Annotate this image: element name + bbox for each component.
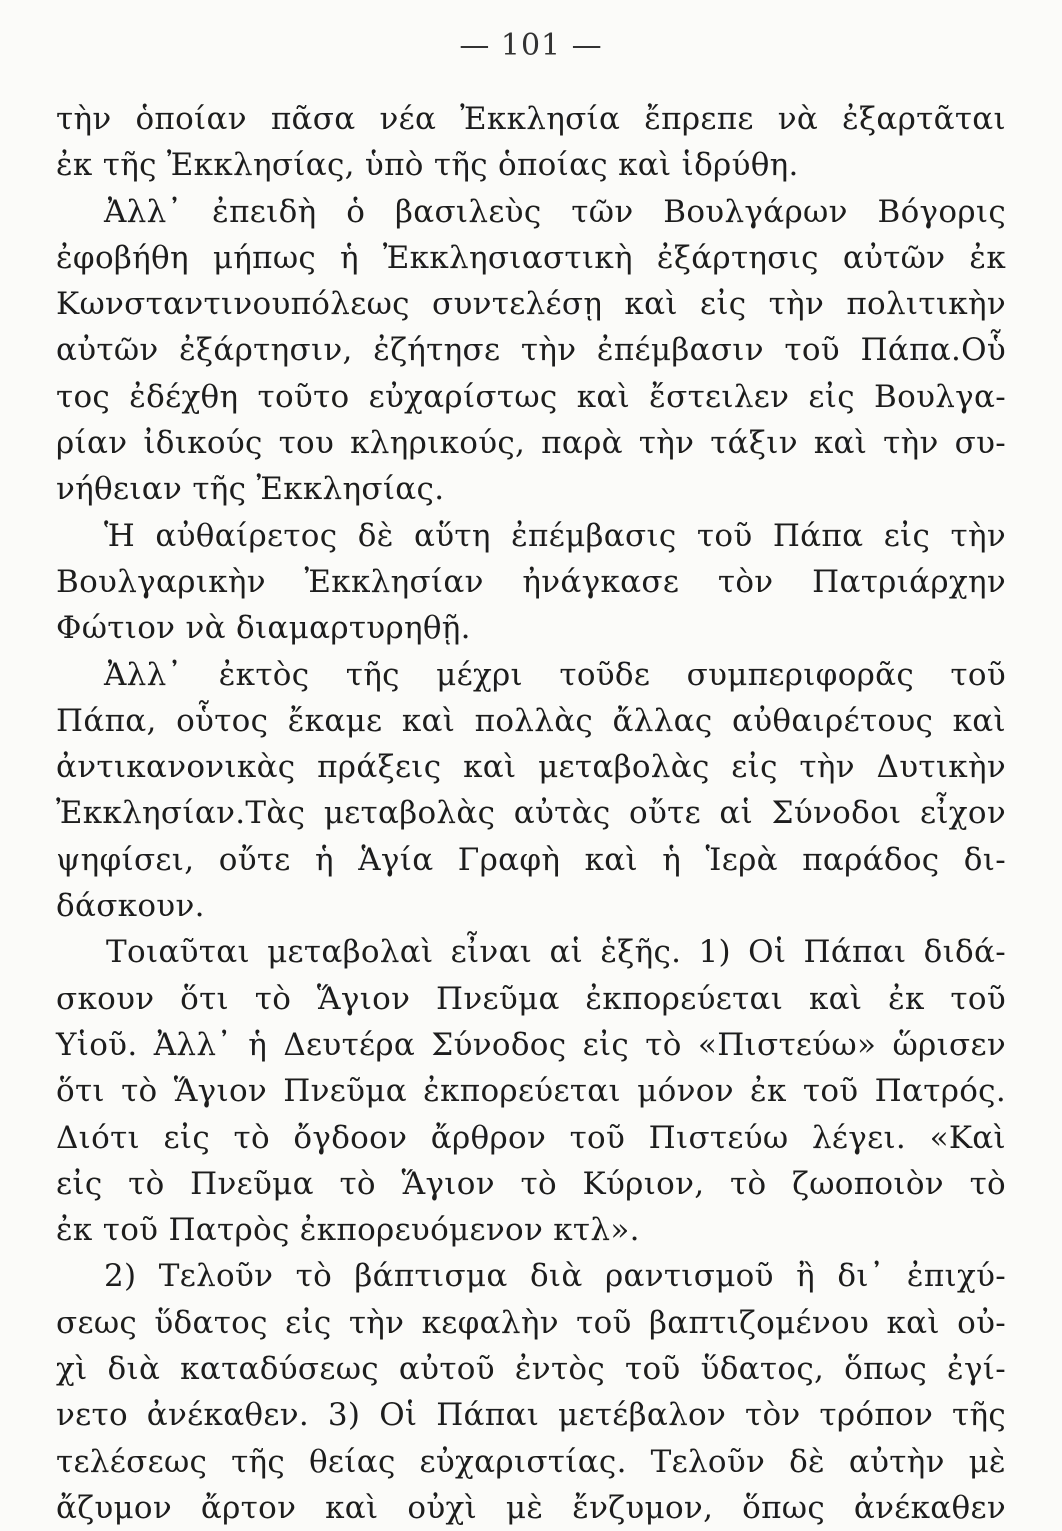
text-line: νήθειαν τῆς Ἐκκλησίας. (56, 471, 445, 508)
text-line: Ἐκκλησίαν.Τὰς μεταβολὰς αὐτὰς οὔτε αἱ Σύνοδοι εἶχον (56, 795, 1006, 832)
text-line: δάσκουν. (56, 888, 205, 925)
text-line: τὴν ὁποίαν πᾶσα νέα Ἐκκλησία ἔπρεπε νὰ ἐξαρτᾶται (56, 101, 1006, 137)
page-number: — 101 — (459, 28, 603, 63)
text-line: ἐφοβήθη μήπως ἡ Ἐκκλησιαστικὴ ἐξάρτησις αὐτῶν ἐκ (56, 239, 1006, 276)
text-line: Υἱοῦ. Ἀλλ᾽ ἡ Δευτέρα Σύνοδος εἰς τὸ «Πιστεύω» ὥρισεν (56, 1026, 1006, 1063)
text-line: ἄζυμον ἄρτον καὶ οὐχὶ μὲ ἔνζυμον, ὅπως ἀνέκαθεν (56, 1489, 1006, 1526)
text-line: τος ἐδέχθη τοῦτο εὐχαρίστως καὶ ἔστειλεν εἰς Βουλγα- (56, 378, 1006, 415)
text-line: ὅτι τὸ Ἅγιον Πνεῦμα ἐκπορεύεται μόνον ἐκ τοῦ Πατρός. (56, 1073, 1006, 1110)
text-line: 2) Τελοῦν τὸ βάπτισμα διὰ ραντισμοῦ ἢ δι᾽ ἐπιχύ- (104, 1258, 1006, 1295)
text-line: ἐκ τῆς Ἐκκλησίας, ὑπὸ τῆς ὁποίας καὶ ἱδρύθη. (56, 147, 799, 184)
text-line: Ἀλλ᾽ ἐκτὸς τῆς μέχρι τοῦδε συμπεριφορᾶς τοῦ (104, 656, 1006, 693)
text-line: αὐτῶν ἐξάρτησιν, ἐζήτησε τὴν ἐπέμβασιν τοῦ Πάπα.Οὗ (56, 332, 1006, 369)
text-line: σκουν ὅτι τὸ Ἅγιον Πνεῦμα ἐκπορεύεται καὶ ἐκ τοῦ (56, 980, 1006, 1017)
text-line: ρίαν ἰδικούς του κληρικούς, παρὰ τὴν τάξιν καὶ τὴν συ- (56, 425, 1006, 462)
text-line: σεως ὕδατος εἰς τὴν κεφαλὴν τοῦ βαπτιζομένου καὶ οὐ- (56, 1304, 1006, 1341)
text-line: Φώτιον νὰ διαμαρτυρηθῇ. (56, 610, 471, 647)
text-line: Κωνσταντινουπόλεως συντελέσῃ καὶ εἰς τὴν πολιτικὴν (56, 286, 1006, 323)
text-line: Ἡ αὐθαίρετος δὲ αὕτη ἐπέμβασις τοῦ Πάπα εἰς τὴν (104, 517, 1006, 554)
text-line: ψηφίσει, οὔτε ἡ Ἁγία Γραφὴ καὶ ἡ Ἱερὰ παράδος δι- (56, 841, 1006, 878)
text-line: νετο ἀνέκαθεν. 3) Οἱ Πάπαι μετέβαλον τὸν τρόπον τῆς (56, 1397, 1006, 1434)
text-line: χὶ διὰ καταδύσεως αὐτοῦ ἐντὸς τοῦ ὕδατος, ὅπως ἐγί- (56, 1351, 1006, 1388)
text-line: τελέσεως τῆς θείας εὐχαριστίας. Τελοῦν δὲ αὐτὴν μὲ (56, 1443, 1006, 1480)
text-line: Βουλγαρικὴν Ἐκκλησίαν ἠνάγκασε τὸν Πατριάρχην (56, 563, 1006, 600)
text-line: ἐκ τοῦ Πατρὸς ἐκπορευόμενον κτλ». (56, 1212, 640, 1249)
text-line: Διότι εἰς τὸ ὄγδοον ἄρθρον τοῦ Πιστεύω λέγει. «Καὶ (56, 1119, 1006, 1156)
text-line: εἰς τὸ Πνεῦμα τὸ Ἅγιον τὸ Κύριον, τὸ ζωοποιὸν τὸ (56, 1165, 1006, 1202)
body-text (56, 96, 1006, 1531)
text-line: ἀντικανονικὰς πράξεις καὶ μεταβολὰς εἰς τὴν Δυτικὴν (56, 749, 1006, 786)
text-line: Τοιαῦται μεταβολαὶ εἶναι αἱ ἑξῆς. 1) Οἱ Πάπαι διδά- (106, 934, 1006, 971)
text-line: Πάπα, οὗτος ἔκαμε καὶ πολλὰς ἄλλας αὐθαιρέτους καὶ (56, 702, 1006, 739)
text-line: Ἀλλ᾽ ἐπειδὴ ὁ βασιλεὺς τῶν Βουλγάρων Βόγορις (104, 193, 1006, 230)
